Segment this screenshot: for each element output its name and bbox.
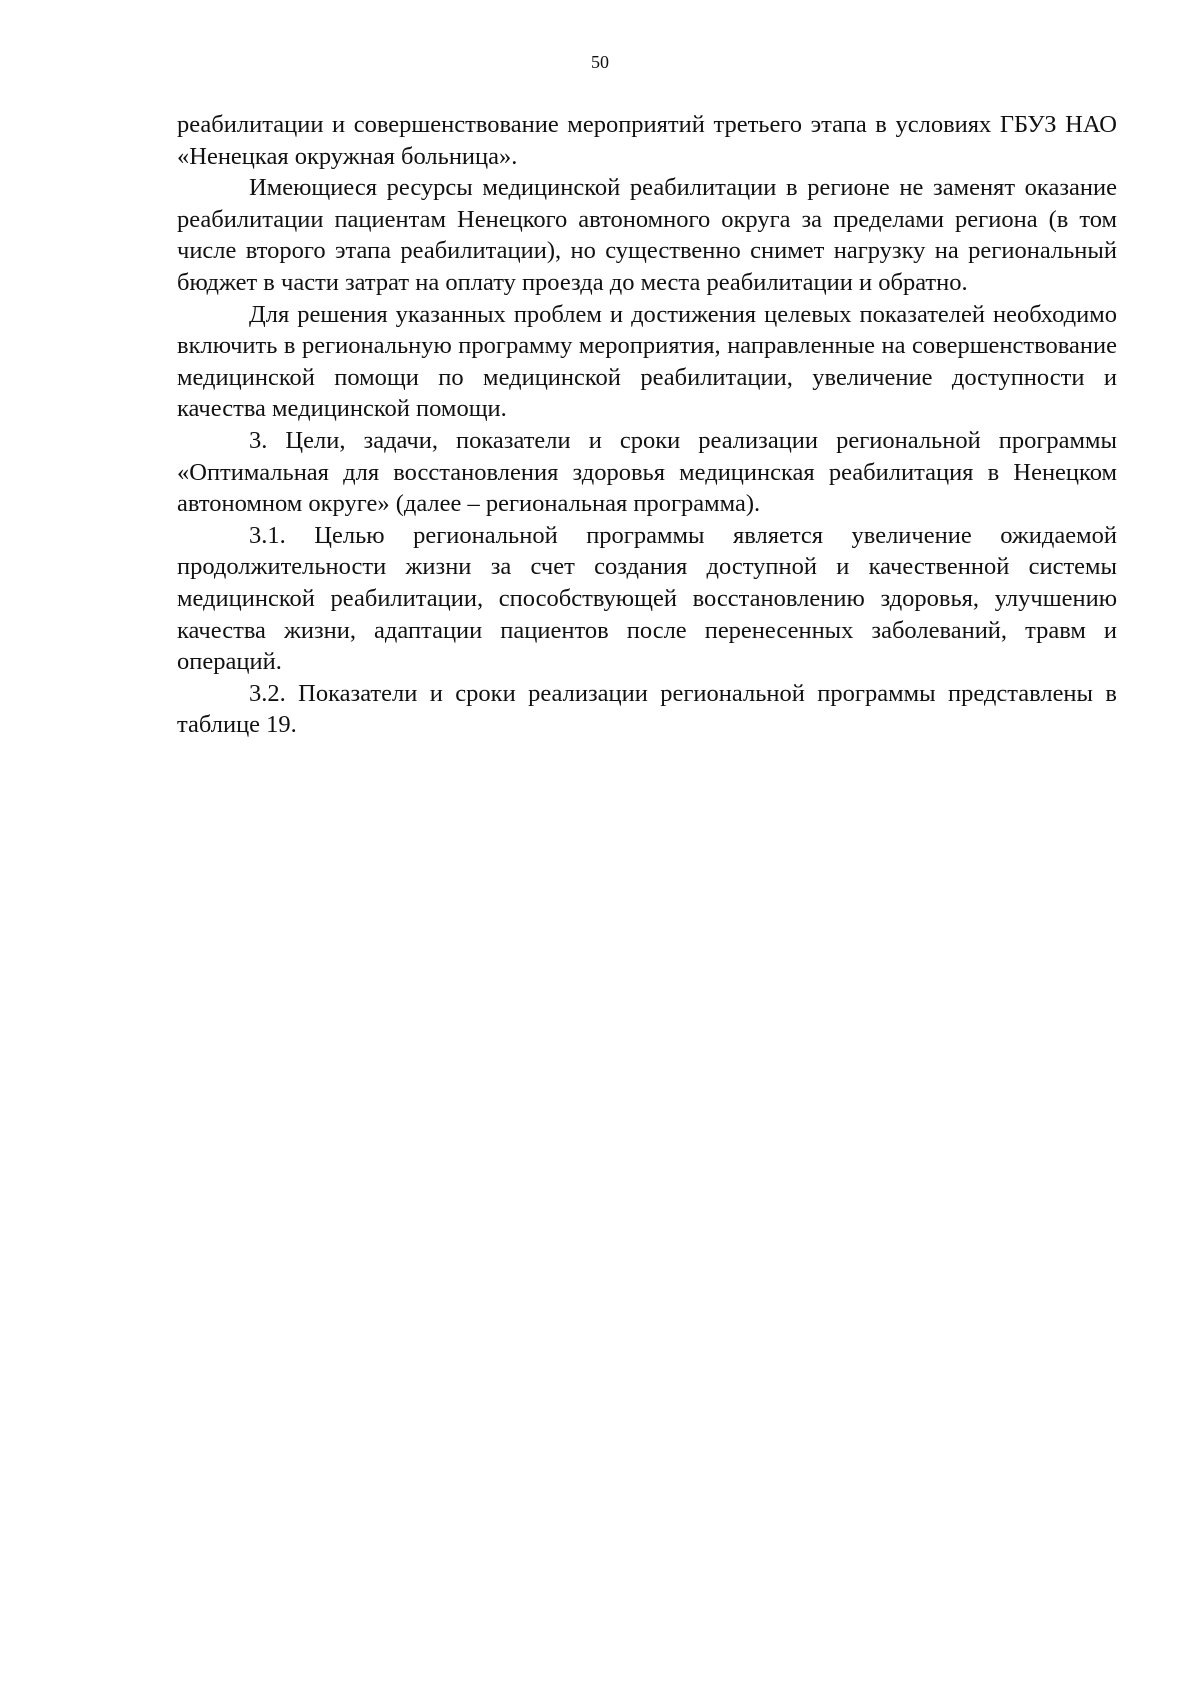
paragraph-goal: 3.1. Целью региональной программы является увеличение ожидаемой продолжительности жизни за счет создания доступной и качественной системы медицинской реабилитации, способствующей восстановлению здоровья, улучшению качества жизни, адаптации пациентов после перенесенных заболеваний, травм и операций.	[177, 521, 1117, 676]
paragraph-resources: Имеющиеся ресурсы медицинской реабилитации в регионе не заменят оказание реабилитации пациентам Ненецкого автономного округа за пределами региона (в том числе второго этапа реабилитации), но существенно снимет нагрузку на региональный бюджет в части затрат на оплату проезда до места реабилитации и обратно.	[177, 174, 1117, 296]
paragraph-indicators: 3.2. Показатели и сроки реализации региональной программы представлены в таблице 19.	[177, 679, 1117, 739]
page-number: 50	[591, 52, 609, 72]
document-body	[177, 109, 1117, 741]
paragraph-measures: Для решения указанных проблем и достижения целевых показателей необходимо включить в региональную программу мероприятия, направленные на совершенствование медицинской помощи по медицинской реабилитации, увеличение доступности и качества медицинской помощи.	[177, 300, 1117, 423]
paragraph-continuation: реабилитации и совершенствование мероприятий третьего этапа в условиях ГБУЗ НАО «Ненецкая окружная больница».	[177, 111, 1117, 170]
section-heading-goals: 3. Цели, задачи, показатели и сроки реализации региональной программы «Оптимальная для восстановления здоровья медицинская реабилитация в Ненецком автономном округе» (далее – региональная программа).	[177, 426, 1117, 518]
